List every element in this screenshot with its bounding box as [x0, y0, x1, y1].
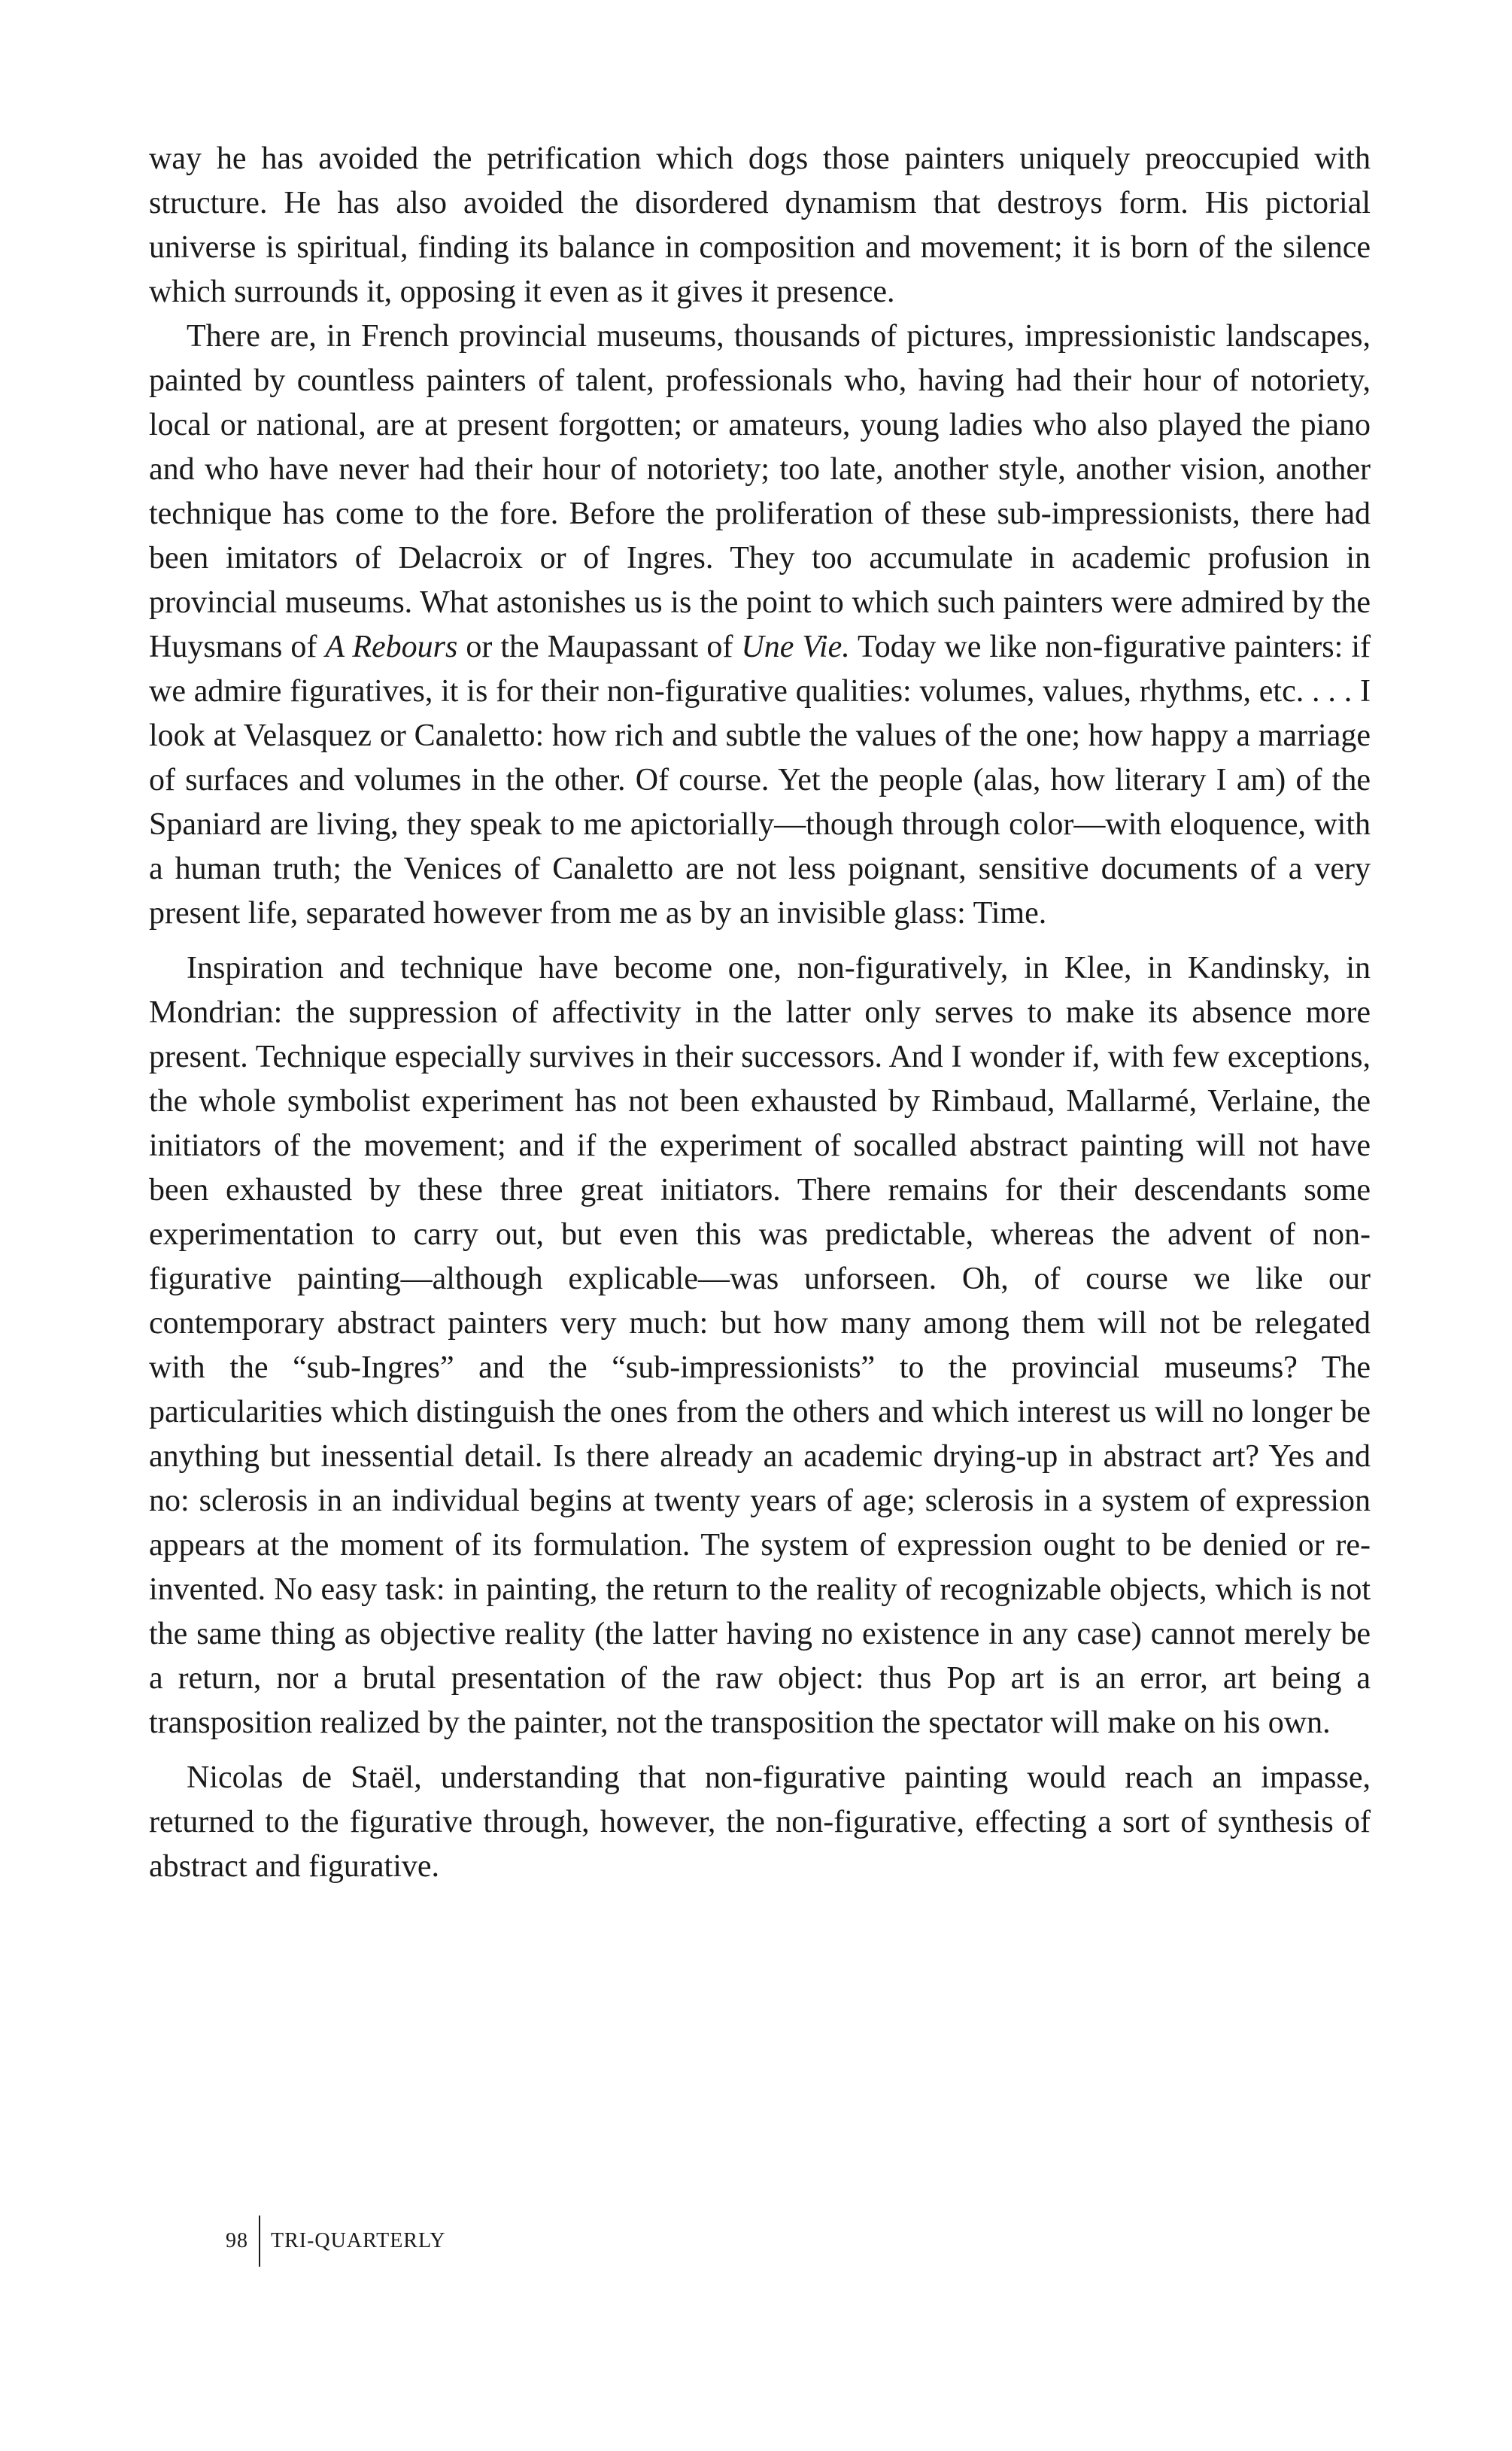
- paragraph-4: [149, 1756, 1371, 1889]
- paragraph-2-text-c: Today we like non-figurative painters: if we admire figuratives, it is for their non-figurative qualities: volumes, values, rhythms, etc. . . . I look at Velasquez or Canaletto: how rich and subtle the values of the one; how happy a marriage of surfaces and volumes in the other. Of course. Yet the people (alas, how literary I am) of the Spaniard are living, they speak to me apictorially—though through color—with eloquence, with a human truth; the Venices of Canaletto are not less poignant, sensitive documents of a very present life, separated however from me as by an invisible glass: Time.: [149, 630, 1371, 931]
- footer-divider: [259, 2216, 260, 2267]
- paragraph-2: [149, 314, 1371, 936]
- paragraph-1-text: way he has avoided the petrification which dogs those painters uniquely preoccupied with structure. He has also avoided the disordered dynamism that destroys form. His pictorial universe is spiritual, finding its balance in composition and movement; it is born of the silence which surrounds it, opposing it even as it gives it presence.: [149, 141, 1371, 309]
- article-body: [149, 137, 1371, 1889]
- title-une-vie: Une Vie.: [741, 630, 850, 664]
- paragraph-3: [149, 946, 1371, 1745]
- paragraph-1: [149, 137, 1371, 314]
- paragraph-2-text-a: There are, in French provincial museums, thousands of pictures, impressionistic landscapes, painted by countless painters of talent, professionals who, having had their hour of notoriety, local or national, are at present forgotten; or amateurs, young ladies who also played the piano and who have never had their hour of notoriety; too late, another style, another vision, another technique has come to the fore. Before the proliferation of these sub-impressionists, there had been imitators of Delacroix or of Ingres. They too accumulate in academic profusion in provincial museums. What astonishes us is the point to which such painters were admired by the Huysmans of: [149, 319, 1371, 664]
- page-number: 98: [226, 2229, 248, 2252]
- paragraph-3-text: Inspiration and technique have become one, non-figuratively, in Klee, in Kandinsky, in Mondrian: the suppression of affectivity in the latter only serves to make its absence more present. Technique especially survives in their successors. And I wonder if, with few exceptions, the whole symbolist experiment has not been exhausted by Rimbaud, Mallarmé, Verlaine, the initiators of the movement; and if the experiment of socalled abstract painting will not have been exhausted by these three great initiators. There remains for their descendants some experimentation to carry out, but even this was predictable, whereas the advent of non-figurative painting—although explicable—was unforseen. Oh, of course we like our contemporary abstract painters very much: but how many among them will not be relegated with the “sub-Ingres” and the “sub-impressionists” to the provincial museums? The particularities which distinguish the ones from the others and which interest us will no longer be anything but inessential detail. Is there already an academic drying-up in abstract art? Yes and no: sclerosis in an individual begins at twenty years of age; sclerosis in a system of expression appears at the moment of its formulation. The system of expression ought to be denied or re-invented. No easy task: in painting, the return to the reality of recognizable objects, which is not the same thing as objective reality (the latter having no existence in any case) cannot merely be a return, nor a brutal presentation of the raw object: thus Pop art is an error, art being a transposition realized by the painter, not the transposition the spectator will make on his own.: [149, 951, 1371, 1740]
- page-footer: [226, 2216, 446, 2267]
- title-a-rebours: A Rebours: [325, 630, 458, 664]
- paragraph-2-text-b: or the Maupassant of: [457, 630, 742, 664]
- journal-name: TRI-QUARTERLY: [271, 2229, 446, 2252]
- paragraph-4-text: Nicolas de Staël, understanding that non-figurative painting would reach an impasse, returned to the figurative through, however, the non-figurative, effecting a sort of synthesis of abstract and figurative.: [149, 1760, 1371, 1884]
